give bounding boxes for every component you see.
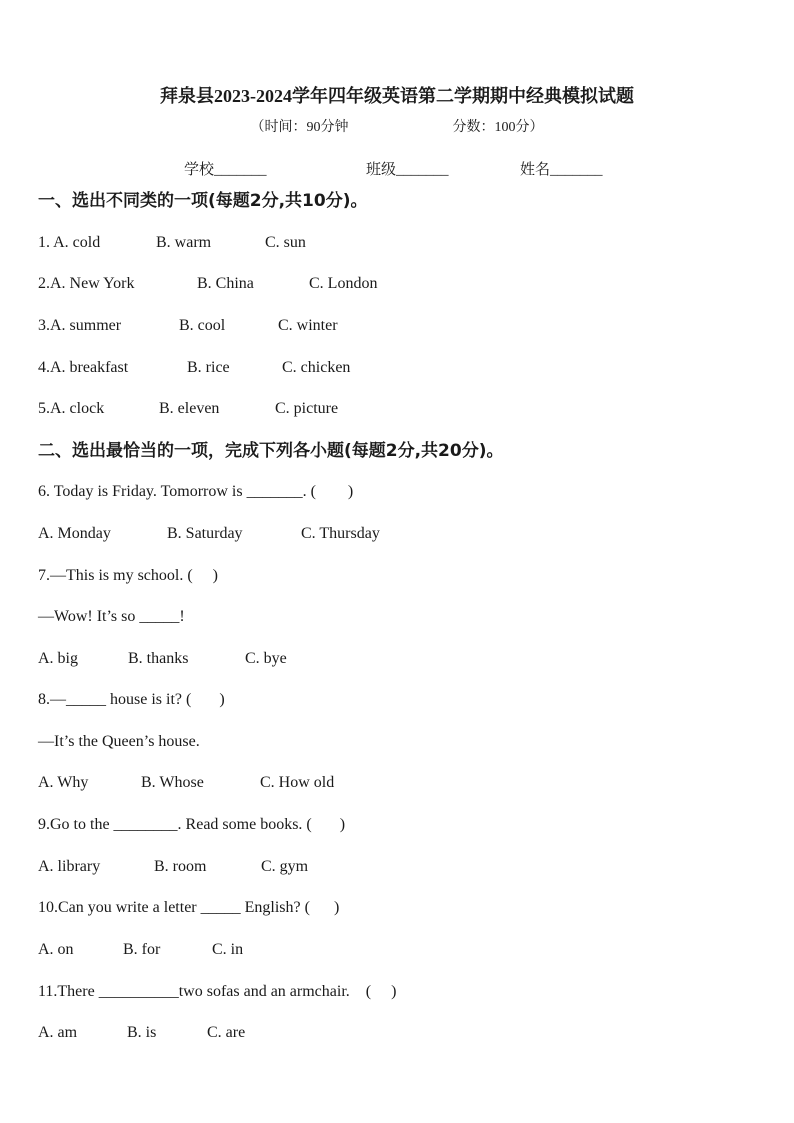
q4-option-a: 4.A. breakfast: [38, 359, 129, 376]
q11-option-a: A. am: [38, 1024, 78, 1041]
q2-option-a: 2.A. New York: [38, 275, 135, 292]
time-label: （时间：90分钟: [250, 120, 349, 135]
q7-option-c: C. bye: [245, 650, 287, 667]
q5-option-c: C. picture: [275, 400, 339, 417]
q3-option-a: 3.A. summer: [38, 317, 122, 334]
q2-option-b: B. China: [197, 275, 254, 292]
exam-title: 拜泉县2023-2024学年四年级英语第二学期期中经典模拟试题: [160, 86, 634, 106]
q9-option-b: B. room: [154, 858, 207, 875]
q4-option-c: C. chicken: [282, 359, 351, 376]
q7-stem: 7.—This is my school. ( ): [38, 567, 218, 584]
q7-reply: —Wow! It’s so _____!: [38, 608, 185, 625]
q4-option-b: B. rice: [187, 359, 230, 376]
q10-stem: 10.Can you write a letter _____ English? ( ): [38, 899, 340, 916]
section-one-heading: 一、选出不同类的一项(每题2分,共10分)。: [38, 191, 368, 211]
exam-subtitle: [0, 118, 794, 138]
q10-option-c: C. in: [212, 941, 244, 958]
q6-option-a: A. Monday: [38, 525, 111, 542]
school-field: 学校_______: [184, 162, 267, 178]
q5-option-a: 5.A. clock: [38, 400, 105, 417]
q5-option-b: B. eleven: [159, 400, 220, 417]
q3-option-c: C. winter: [278, 317, 338, 334]
q8-option-a: A. Why: [38, 774, 89, 791]
q11-option-b: B. is: [127, 1024, 157, 1041]
q2-option-c: C. London: [309, 275, 378, 292]
class-field: 班级_______: [366, 162, 449, 178]
q6-stem: 6. Today is Friday. Tomorrow is _______. ( ): [38, 483, 354, 500]
q6-option-b: B. Saturday: [167, 525, 243, 542]
q1-option-a: 1. A. cold: [38, 234, 101, 251]
q9-option-a: A. library: [38, 858, 101, 875]
q9-option-c: C. gym: [261, 858, 309, 875]
q9-stem: 9.Go to the ________. Read some books. ( ): [38, 816, 346, 833]
q7-option-b: B. thanks: [128, 650, 189, 667]
q8-option-c: C. How old: [260, 774, 335, 791]
q10-option-a: A. on: [38, 941, 74, 958]
q8-stem: 8.—_____ house is it? ( ): [38, 691, 225, 708]
q6-option-c: C. Thursday: [301, 525, 380, 542]
section-two-heading: 二、选出最恰当的一项，完成下列各小题(每题2分,共20分)。: [38, 441, 504, 461]
q1-option-c: C. sun: [265, 234, 306, 251]
q1-option-b: B. warm: [156, 234, 212, 251]
q8-option-b: B. Whose: [141, 774, 204, 791]
score-label: 分数：100分）: [452, 120, 544, 135]
q7-option-a: A. big: [38, 650, 78, 667]
name-field: 姓名_______: [520, 162, 603, 178]
q8-reply: —It’s the Queen’s house.: [38, 733, 200, 750]
q3-option-b: B. cool: [179, 317, 226, 334]
q11-option-c: C. are: [207, 1024, 246, 1041]
q10-option-b: B. for: [123, 941, 161, 958]
q11-stem: 11.There __________two sofas and an armchair. ( ): [38, 983, 397, 1000]
